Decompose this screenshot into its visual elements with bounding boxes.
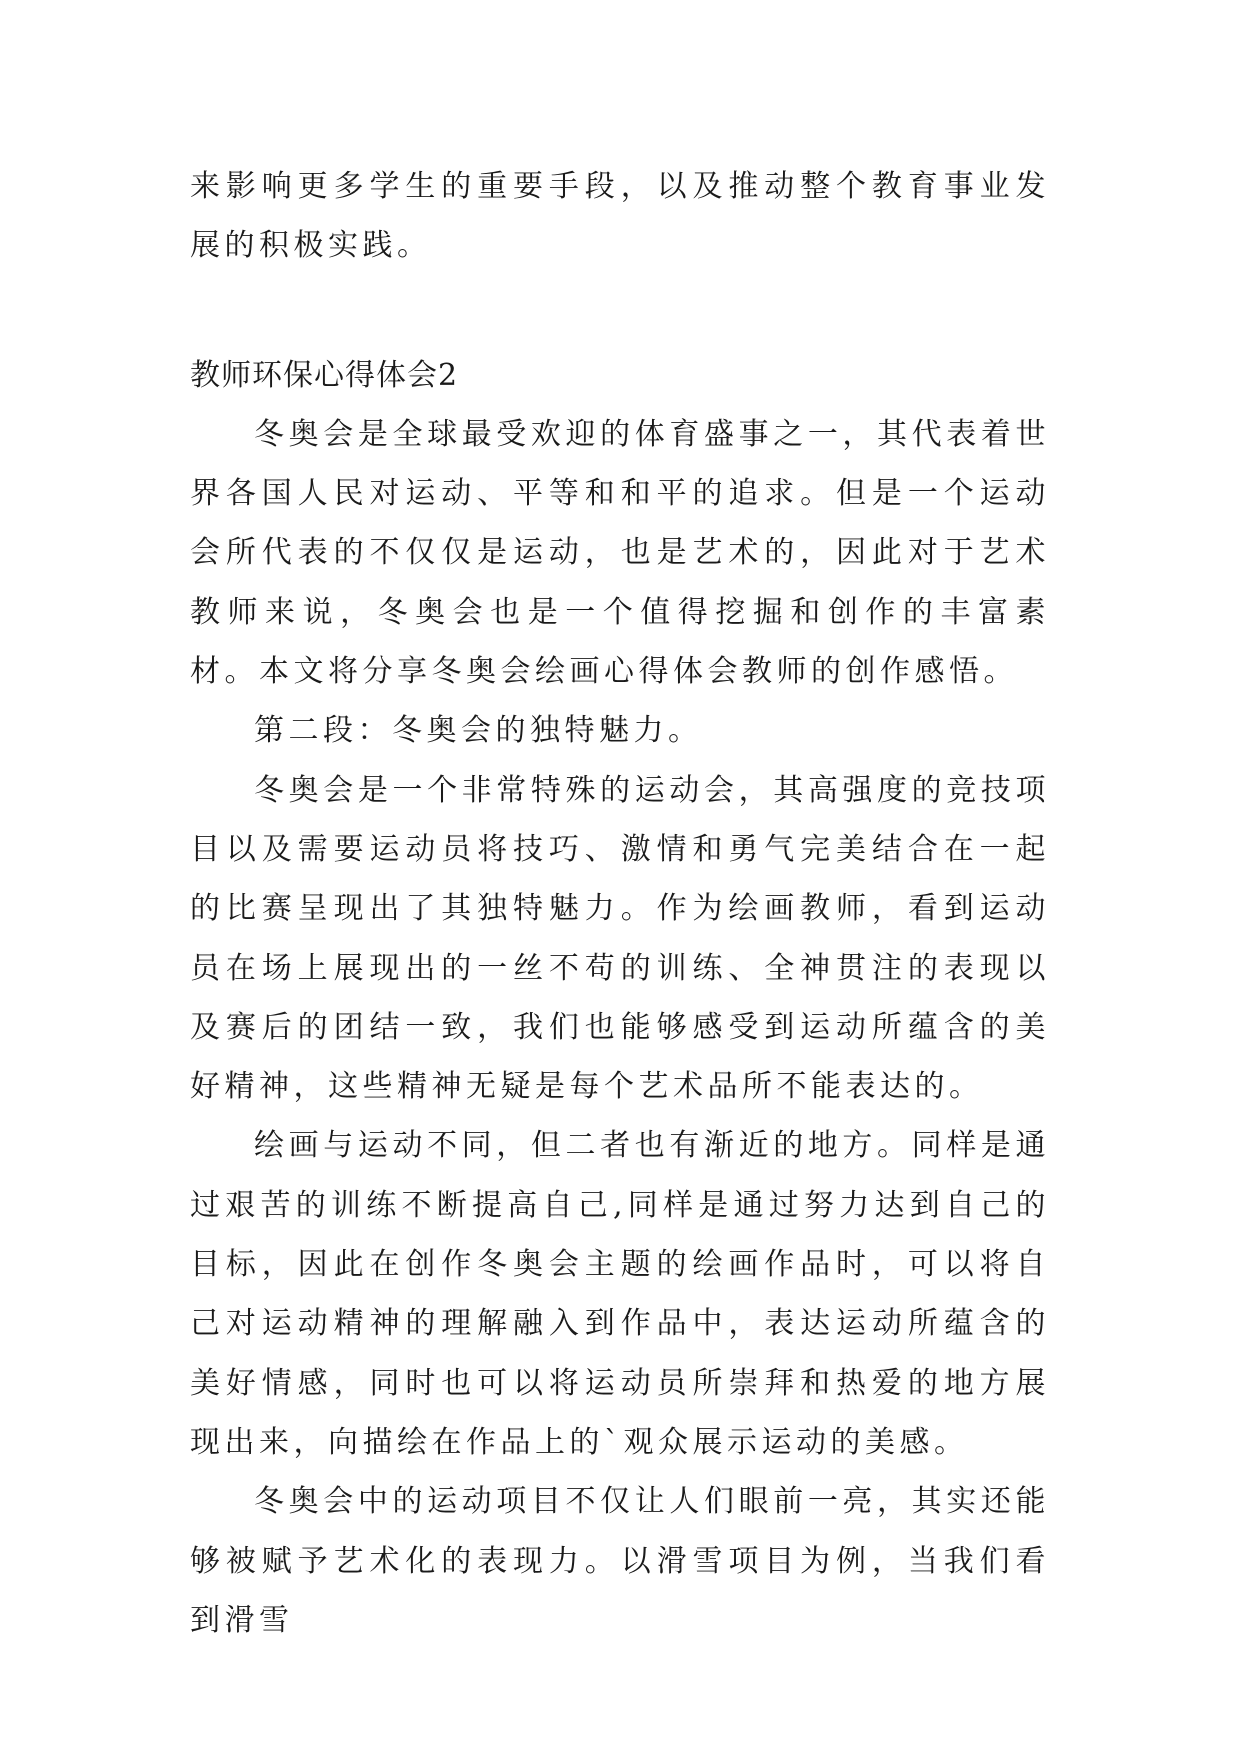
body-paragraph: 冬奥会是全球最受欢迎的体育盛事之一，其代表着世界各国人民对运动、平等和和平的追求。但是一个运动会所代表的不仅仅是运动，也是艺术的，因此对于艺术教师来说，冬奥会也是一个值得挖掘和创作的丰富素材。本文将分享冬奥会绘画心得体会教师的创作感悟。: [190, 416, 1050, 690]
document-body: [190, 157, 1050, 1650]
paragraph-gap: [190, 276, 1050, 346]
body-paragraph: 绘画与运动不同，但二者也有渐近的地方。同样是通过艰苦的训练不断提高自己,同样是通过努力达到自己的目标，因此在创作冬奥会主题的绘画作品时，可以将自己对运动精神的理解融入到作品中，表达运动所蕴含的美好情感，同时也可以将运动员所崇拜和热爱的地方展现出来，向描绘在作品上的`观众展示运动的美感。: [190, 1128, 1050, 1460]
body-paragraph: 冬奥会是一个非常特殊的运动会，其高强度的竞技项目以及需要运动员将技巧、激情和勇气完美结合在一起的比赛呈现出了其独特魅力。作为绘画教师，看到运动员在场上展现出的一丝不苟的训练、全神贯注的表现以及赛后的团结一致，我们也能够感受到运动所蕴含的美好精神，这些精神无疑是每个艺术品所不能表达的。: [190, 772, 1050, 1105]
body-paragraph: 冬奥会中的运动项目不仅让人们眼前一亮，其实还能够被赋予艺术化的表现力。以滑雪项目为例，当我们看到滑雪: [190, 1484, 1050, 1638]
section-subheading: 第二段：冬奥会的独特魅力。: [254, 713, 703, 749]
section-title: 教师环保心得体会2: [190, 357, 459, 393]
continuation-paragraph: 来影响更多学生的重要手段，以及推动整个教育事业发展的积极实践。: [190, 169, 1050, 264]
